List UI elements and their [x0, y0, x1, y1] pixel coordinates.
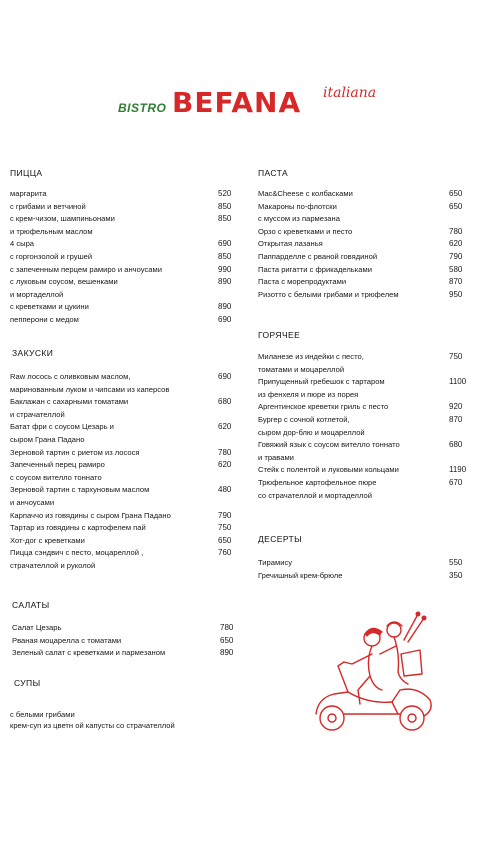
menu-item-name: страчателлой и руколой [10, 560, 96, 570]
menu-item-price: 990 [218, 264, 232, 274]
menu-item [10, 396, 232, 409]
menu-item-price: 890 [218, 302, 232, 312]
menu-item [258, 427, 400, 440]
menu-item-price: 680 [218, 397, 232, 407]
menu-item-price: 550 [449, 558, 463, 567]
menu-item-price: 650 [220, 635, 234, 645]
menu-item [10, 472, 171, 485]
menu-item-name: Миланезе из индейки с песто, [258, 352, 364, 361]
menu-item [12, 635, 234, 648]
menu-item [10, 484, 232, 497]
menu-item [258, 201, 463, 214]
desserts-list [258, 557, 463, 582]
menu-item [10, 201, 232, 214]
menu-item-name: Зеленый салат с креветками и пармезаном [12, 648, 166, 658]
menu-item-name: и мортаделлой [10, 289, 64, 299]
menu-item [10, 522, 232, 535]
menu-item-name: и трюфельным маслом [10, 226, 93, 236]
menu-item-name: Зерновой тартин с тархуновым маслом [10, 485, 150, 495]
menu-item-name: с горгонзолой и грушей [10, 251, 93, 261]
menu-item [10, 547, 232, 560]
menu-item-price: 750 [449, 352, 463, 361]
menu-item [10, 213, 232, 226]
menu-item [10, 314, 232, 327]
menu-item [258, 226, 463, 239]
menu-item [10, 434, 171, 447]
menu-item-name: с белыми грибами [10, 710, 75, 719]
menu-item [258, 414, 463, 427]
hot-list [258, 351, 467, 502]
menu-item-name: Гречишный крем-брюле [258, 570, 343, 580]
menu-item-price: 680 [449, 440, 463, 450]
menu-item [258, 351, 463, 364]
section-title-soups: СУПЫ [14, 678, 41, 688]
menu-item-price: 850 [218, 201, 232, 211]
menu-item-price: 850 [218, 214, 232, 224]
menu-item [10, 720, 175, 731]
menu-item-name: Батат фри с соусом Цезарь и [10, 422, 114, 432]
menu-item [258, 452, 400, 465]
menu-item-name: Стейк с полентой и луковыми кольцами [258, 465, 399, 475]
menu-item-price: 790 [218, 510, 232, 520]
menu-item [258, 557, 463, 570]
menu-item-price: 870 [449, 414, 463, 424]
menu-item-price: 690 [218, 372, 232, 381]
menu-item-name: сыром Грана Падано [10, 434, 85, 444]
menu-item-price: 920 [449, 402, 463, 412]
menu-item-name: Запеченный перец рамиро [10, 460, 105, 470]
menu-item [10, 421, 232, 434]
menu-item-price: 760 [218, 548, 232, 558]
menu-item-price: 350 [449, 570, 463, 580]
menu-item-name: Салат Цезарь [12, 623, 62, 632]
menu-item [10, 709, 175, 720]
menu-item-name: Баклажан с сахарными томатами [10, 397, 129, 407]
soups-list [10, 709, 175, 731]
menu-item-price: 520 [218, 189, 232, 198]
menu-item [10, 238, 232, 251]
menu-item-name: с муссом из пармезана [258, 214, 340, 224]
menu-item-name: Бургер с сочной котлетой, [258, 414, 350, 424]
menu-item-price: 650 [449, 201, 463, 211]
menu-item-name: и травами [258, 452, 294, 462]
menu-item [10, 535, 232, 548]
menu-item-name: Паста с морепродуктами [258, 277, 347, 287]
menu-item-name: с луковым соусом, вешенками [10, 277, 118, 287]
menu-item-name: из фенхеля и пюре из порея [258, 389, 359, 399]
starters-list [10, 371, 232, 573]
menu-item [10, 276, 232, 289]
menu-item-price: 1190 [449, 465, 467, 475]
menu-item-name: с креветками и цукини [10, 302, 89, 312]
menu-item-name: Говяжий язык с соусом вителло тоннато [258, 440, 400, 450]
menu-item-name: Пицца сэндвич с песто, моцареллой , [10, 548, 144, 558]
menu-item [10, 510, 232, 523]
menu-item-price: 690 [218, 314, 232, 324]
menu-item [258, 490, 400, 503]
menu-item [10, 560, 171, 573]
menu-item-price: 850 [218, 251, 232, 261]
menu-item-name: маргарита [10, 189, 47, 198]
menu-item [258, 389, 400, 402]
menu-item-name: 4 сыра [10, 239, 35, 249]
pizza-list [10, 188, 232, 327]
menu-item [258, 464, 467, 477]
section-title-pasta: ПАСТА [258, 168, 289, 178]
logo-befana: BEFANA [172, 86, 302, 119]
menu-item-price: 780 [449, 226, 463, 236]
menu-item-name: Raw лосось с оливковым маслом, [10, 372, 131, 381]
menu-item-name: с крем-чизом, шампиньонами [10, 214, 115, 224]
logo-italiana: italiana [323, 85, 377, 101]
menu-item-name: Припущенный гребешок с тартаром [258, 377, 385, 387]
menu-item-name: Открытая лазанья [258, 239, 323, 249]
menu-item-name: и страчателлой [10, 409, 65, 419]
menu-item-price: 620 [218, 422, 232, 432]
menu-item [258, 289, 463, 302]
menu-item [258, 570, 463, 583]
menu-item-name: Ризотто с белыми грибами и трюфелем [258, 289, 399, 299]
menu-item [258, 376, 467, 389]
menu-item-name: пепперони с медом [10, 314, 79, 324]
menu-item-name: и анчоусами [10, 497, 55, 507]
menu-item [10, 188, 232, 201]
menu-item-price: 690 [218, 239, 232, 249]
menu-item-price: 750 [218, 523, 232, 533]
menu-item [12, 622, 234, 635]
menu-item [258, 188, 463, 201]
menu-item [10, 251, 232, 264]
menu-item [10, 459, 232, 472]
menu-item-name: маринованным луком и чипсами из каперсов [10, 384, 170, 394]
menu-item-name: с запеченным перцем рамиро и анчоусами [10, 264, 162, 274]
menu-item [10, 447, 232, 460]
menu-item-name: с соусом вителло тоннато [10, 472, 102, 482]
scooter-illustration [308, 610, 448, 740]
menu-item-name: Аргентинское креветки гриль с песто [258, 402, 389, 412]
menu-item-name: Трюфельное картофельное пюре [258, 477, 377, 487]
section-title-starters: ЗАКУСКИ [12, 348, 54, 358]
menu-item-price: 890 [218, 277, 232, 287]
menu-item-name: Паппарделле с рваной говядиной [258, 251, 378, 261]
menu-item-name: сыром дор-блю и моцареллой [258, 427, 365, 437]
section-title-desserts: ДЕСЕРТЫ [258, 534, 303, 544]
menu-item [10, 371, 232, 384]
menu-item-name: с грибами и ветчиной [10, 201, 86, 211]
menu-item [10, 226, 162, 239]
menu-item-price: 780 [218, 447, 232, 457]
menu-item-price: 670 [449, 477, 463, 487]
menu-item-price: 620 [218, 460, 232, 470]
menu-item-price: 780 [220, 623, 234, 632]
menu-item-price: 480 [218, 485, 232, 495]
section-title-hot: ГОРЯЧЕЕ [258, 330, 301, 340]
menu-item-name: Тартар из говядины с картофелем пай [10, 523, 146, 533]
pasta-list [258, 188, 463, 301]
menu-item-name: Mac&Cheese с колбасками [258, 189, 353, 198]
menu-item-price: 620 [449, 239, 463, 249]
menu-item-price: 580 [449, 264, 463, 274]
menu-item [12, 647, 234, 660]
menu-item [258, 264, 463, 277]
menu-item-name: Хот-дог с креветками [10, 535, 85, 545]
menu-item [258, 477, 463, 490]
menu-item [10, 497, 171, 510]
menu-item-price: 870 [449, 277, 463, 287]
menu-item-name: Карпаччо из говядины с сыром Грана Падано [10, 510, 171, 520]
menu-item-name: Рваная моцарелла с томатами [12, 635, 122, 645]
menu-item-price: 650 [449, 189, 463, 198]
menu-item-name: со страчателлой и мортаделлой [258, 490, 372, 500]
menu-item [258, 251, 463, 264]
menu-item [10, 264, 232, 277]
menu-item [10, 301, 232, 314]
brand-logo [0, 84, 480, 124]
menu-item [258, 439, 463, 452]
menu-item [10, 384, 171, 397]
menu-item [10, 289, 162, 302]
menu-item-name: Зерновой тартин с риетом из лосося [10, 447, 140, 457]
menu-item-name: Паста ригатти с фрикадельками [258, 264, 372, 274]
salads-list [12, 622, 234, 660]
menu-item [258, 213, 399, 226]
menu-item-name: крем-суп из цветн ой капусты со страчателлой [10, 721, 175, 730]
menu-item [258, 364, 400, 377]
logo-bistro: BISTRO [118, 101, 167, 115]
menu-item-price: 1100 [449, 377, 467, 387]
menu-item-price: 950 [449, 289, 463, 299]
menu-item-name: Тирамису [258, 558, 293, 567]
menu-item [258, 401, 463, 414]
menu-item-price: 790 [449, 251, 463, 261]
menu-item-name: Орзо с креветками и песто [258, 226, 353, 236]
menu-item [10, 409, 171, 422]
menu-item-price: 890 [220, 648, 234, 658]
section-title-salads: САЛАТЫ [12, 600, 50, 610]
menu-item [258, 238, 463, 251]
section-title-pizza: ПИЦЦА [10, 168, 43, 178]
menu-item-name: Макароны по-флотски [258, 201, 337, 211]
menu-item-name: томатами и моцареллой [258, 364, 345, 374]
menu-item-price: 650 [218, 535, 232, 545]
menu-item [258, 276, 463, 289]
